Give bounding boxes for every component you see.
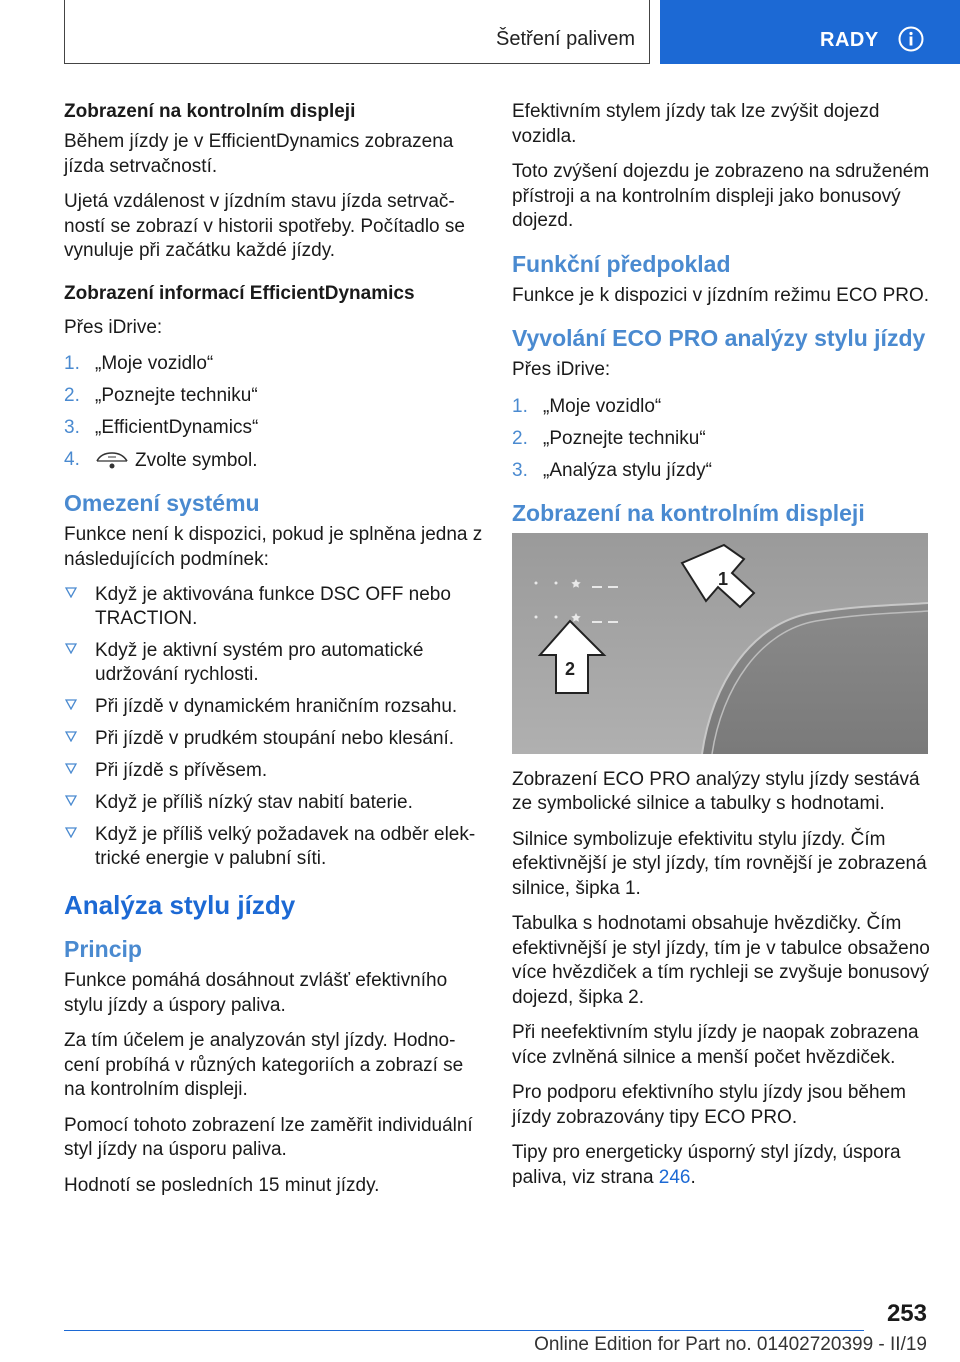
list-item: Při jízdě v dynamickém hraničním rozsahu. [64,695,484,719]
zobrazeni-heading: Zobrazení na kontrolním displeji [512,499,865,526]
idrive-steps [64,352,484,473]
page-number: 253 [886,1300,927,1327]
right-column [512,100,932,1201]
omezeni-heading: Omezení systému [64,490,260,516]
idrive-steps [512,395,932,483]
eco-pro-display-figure [512,533,928,754]
svg-text:1: 1 [718,568,729,589]
info-icon[interactable] [898,26,924,52]
list-item: 3. „EfficientDynamics“ [64,417,259,438]
paragraph: Tipy pro energeticky úsporný styl jízdy, úspora paliva, viz strana 246. [512,1142,901,1188]
paragraph: Zobrazení ECO PRO analýzy stylu jízdy sestává ze symbolické silnice a tabulky s hodnotami. [512,768,920,814]
bullet-triangle-icon [65,698,77,710]
bullet-triangle-icon [65,826,77,838]
paragraph: Tabulka s hodnotami obsahuje hvězdičky. Čím efektivnější je styl jízdy, tím je v tabulce obsaženo více hvězdiček a tím rychleji se zvyšuje bonusový dojezd, šipka 2. [512,913,930,1008]
section-heading: Zobrazení informací EfficientDynamics [64,282,415,304]
paragraph: Během jízdy je v EfficientDynamics zobrazena jízda setrvačností. [64,131,454,177]
left-column [64,100,484,1209]
list-item: Při jízdě v prudkém stoupání nebo klesání. [64,727,484,751]
paragraph: Přes iDrive: [512,359,611,380]
header-title: Šetření palivem [496,28,635,50]
paragraph: Silnice symbolizuje efektivitu stylu jízdy. Čím efektivnější je styl jízdy, tím rovnější je zobrazená silnice, šipka 1. [512,828,927,899]
conditions-list [64,583,484,871]
list-item: Když je aktivována funkce DSC OFF nebo TRACTION. [64,583,484,631]
list-item: Když je aktivní systém pro automatické udržování rychlosti. [64,639,484,687]
paragraph: Přes iDrive: [64,316,163,338]
footer-divider [64,1330,864,1331]
rady-tab[interactable] [660,0,960,64]
paragraph: Toto zvýšení dojezdu je zobrazeno na sdruženém přístroji a na kontrolním displeji jako bonusový dojezd. [512,161,930,231]
paragraph: Funkce není k dispozici, pokud je splněna jedna z následujících podmínek: [64,524,483,570]
paragraph: Ujetá vzdálenost v jízdním stavu jízda setrvačností se zobrazí v historii spotřeby. Počítadlo se vynuluje při začátku každé jízdy. [64,191,465,261]
bullet-triangle-icon [65,730,77,742]
list-item: 3. „Analýza stylu jízdy“ [512,459,712,481]
bullet-triangle-icon [65,762,77,774]
list-item: 4. Zvolte symbol. [64,449,258,471]
princip-heading: Princip [64,936,142,962]
page-link[interactable]: 246 [658,1166,691,1188]
list-item: 2. „Poznejte techniku“ [64,385,258,406]
vyvolani-heading: Vyvolání ECO PRO analýzy stylu jízdy [512,325,926,351]
section-heading: Zobrazení na kontrolním displeji [64,101,356,122]
paragraph: Hodnotí se posledních 15 minut jízdy. [64,1174,380,1196]
predpoklad-heading: Funkční předpoklad [512,250,731,277]
paragraph: Za tím účelem je analyzován styl jízdy. Hodnocení probíhá v různých kategoriích a zobrazí se na kontrolním displeji. [64,1030,464,1100]
list-item: Když je příliš nízký stav nabití baterie. [64,791,484,815]
list-item: Když je příliš velký požadavek na odběr elektrické energie v palubní síti. [64,823,484,871]
list-item: Při jízdě s přívěsem. [64,759,484,783]
bullet-triangle-icon [65,642,77,654]
paragraph: Funkce pomáhá dosáhnout zvlášť efektivního stylu jízdy a úspory paliva. [64,970,448,1016]
paragraph: Při neefektivním stylu jízdy je naopak zobrazena více zvlněná silnice a menší počet hvězdiček. [512,1022,919,1068]
paragraph: Pro podporu efektivního stylu jízdy jsou během jízdy zobrazovány tipy ECO PRO. [512,1082,906,1128]
analyza-heading: Analýza stylu jízdy [64,890,296,920]
svg-text:2: 2 [565,658,576,679]
efficient-dynamics-car-icon [95,448,129,470]
header-title-box [64,0,650,64]
paragraph: Pomocí tohoto zobrazení lze zaměřit individuální styl jízdy na úsporu paliva. [64,1114,473,1160]
list-item: 1. „Moje vozidlo“ [64,353,214,374]
paragraph: Efektivním stylem jízdy tak lze zvýšit dojezd vozidla. [512,101,880,147]
bullet-triangle-icon [65,794,77,806]
list-item: 2. „Poznejte techniku“ [512,427,706,449]
bullet-triangle-icon [65,586,77,598]
rady-label: RADY [820,29,879,51]
paragraph: Funkce je k dispozici v jízdním režimu ECO PRO. [512,284,930,306]
footer-edition: Online Edition for Part no. 01402720399 - II/19 [534,1334,927,1355]
list-item: 1. „Moje vozidlo“ [512,395,662,417]
